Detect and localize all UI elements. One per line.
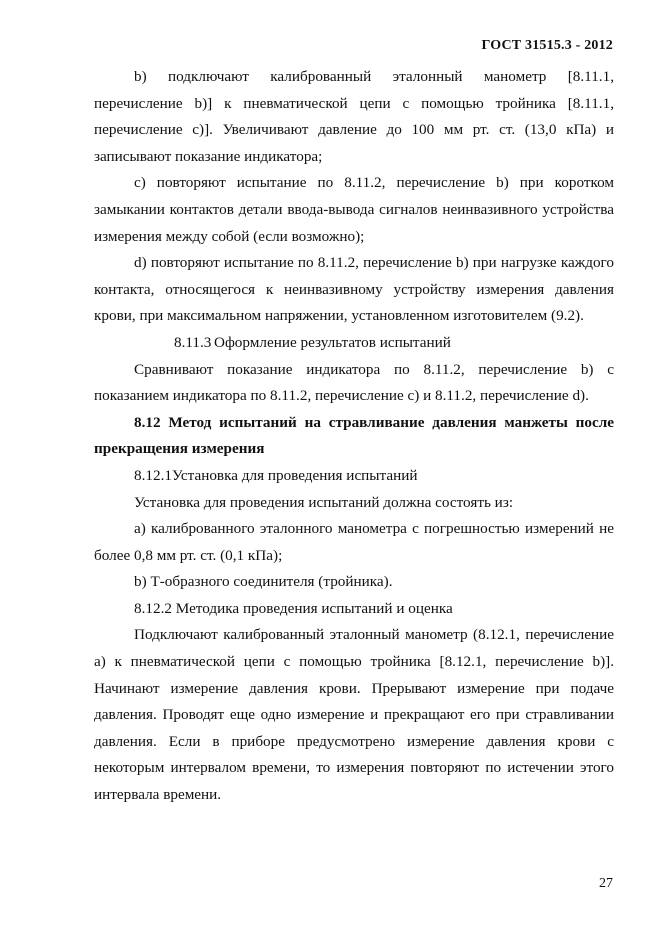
paragraph-8-12-1-a: a) калиброванного эталонного манометра с погрешностью измерений не более 0,8 мм рт. ст. (0,1 кПа); <box>94 520 614 564</box>
paragraph-8-12-1-intro: Установка для проведения испытаний должна состоять из: <box>134 493 514 511</box>
section-heading-8-12-2: 8.12.2 Методика проведения испытаний и оценка <box>134 599 453 617</box>
section-heading-8-12: 8.12 Метод испытаний на стравливание давления манжеты после прекращения измерения <box>94 413 614 458</box>
section-heading-8-12-1: 8.12.1Установка для проведения испытаний <box>134 466 418 484</box>
paragraph-8-11-2-c: c) повторяют испытание по 8.11.2, перечисление b) при коротком замыкании контактов детали ввода-вывода сигналов неинвазивного устройства измерения между собой (если возможно); <box>94 174 614 245</box>
paragraph-8-11-3-text: Сравнивают показание индикатора по 8.11.2, перечисление b) с показанием индикатора по 8.11.2, перечисление c) и 8.11.2, перечисление d). <box>94 360 614 405</box>
page-number: 27 <box>599 876 613 891</box>
document-code-header: ГОСТ 31515.3 - 2012 <box>481 38 613 53</box>
section-title-8-11-3: Оформление результатов испытаний <box>214 333 451 351</box>
paragraph-8-12-1-b: b) Т-образного соединителя (тройника). <box>134 573 393 591</box>
paragraph-8-11-2-d: d) повторяют испытание по 8.11.2, перечисление b) при нагрузке каждого контакта, относящегося к неинвазивному устройству измерения давления крови, при максимальном напряжении, установленном изготовителем (9.2). <box>94 254 614 325</box>
section-heading-8-11-3 <box>94 330 614 357</box>
paragraph-8-12-2-text: Подключают калиброванный эталонный манометр (8.12.1, перечисление a) к пневматической цепи с помощью тройника [8.12.1, перечисление b)]. Начинают измерение давления крови. Прерывают измерение при подаче давления. Проводят еще одно измерение и прекращают его при стравливании давления. Если в приборе предусмотрено измерение давления крови с некоторым интервалом времени, то измерения повторяют по истечении этого интервала времени. <box>94 626 614 804</box>
document-body <box>94 64 614 809</box>
paragraph-8-11-2-b: b) подключают калиброванный эталонный манометр [8.11.1, перечисление b)] к пневматической цепи с помощью тройника [8.11.1, перечисление c)]. Увеличивают давление до 100 мм рт. ст. (13,0 кПа) и записывают показание индикатора; <box>94 68 614 165</box>
section-number-8-11-3: 8.11.3 <box>174 333 212 351</box>
